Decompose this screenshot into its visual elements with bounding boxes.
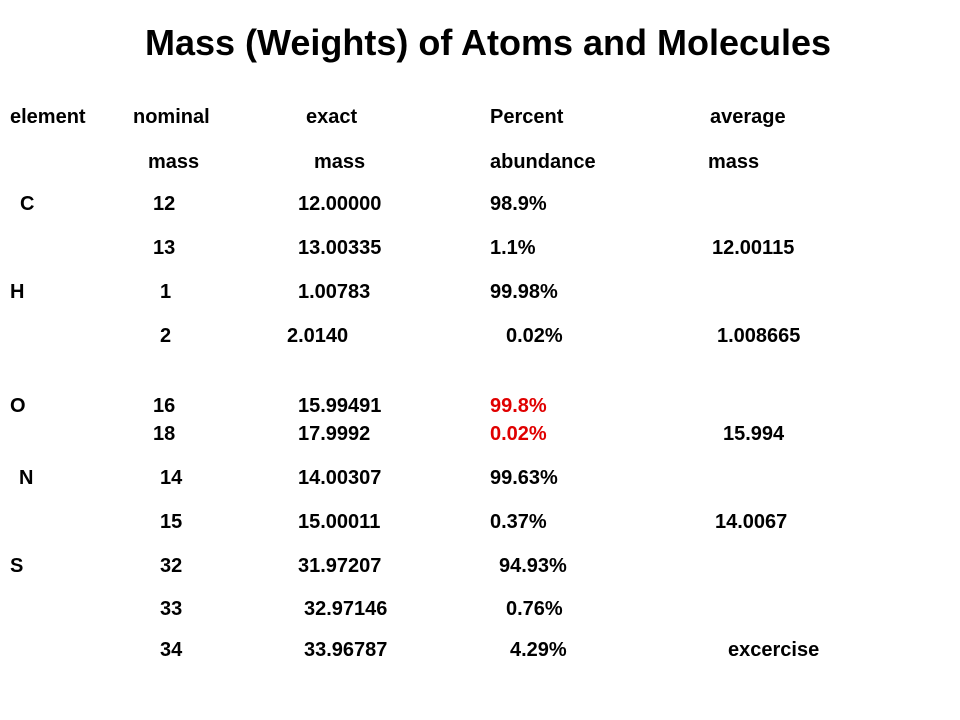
row-nominal: 33 — [160, 598, 183, 620]
row-exact: 15.99491 — [298, 395, 382, 417]
row-element: H — [10, 281, 25, 303]
row-percent: 99.98% — [490, 281, 558, 303]
row-average: excercise — [728, 639, 820, 661]
row-percent: 98.9% — [490, 193, 547, 215]
row-exact: 32.97146 — [304, 598, 388, 620]
row-exact: 2.0140 — [287, 325, 349, 347]
row-nominal: 2 — [160, 325, 172, 347]
row-element: O — [10, 395, 26, 417]
header-average-sub: mass — [708, 151, 760, 173]
row-percent-highlight: 99.8% — [490, 395, 547, 417]
row-percent: 0.02% — [506, 325, 563, 347]
header-exact-sub: mass — [314, 151, 366, 173]
row-average: 15.994 — [723, 423, 785, 445]
row-exact: 17.9992 — [298, 423, 371, 445]
row-element: S — [10, 555, 24, 577]
row-average: 12.00115 — [712, 237, 795, 259]
row-percent: 1.1% — [490, 237, 536, 259]
row-percent: 0.37% — [490, 511, 547, 533]
row-percent: 0.76% — [506, 598, 563, 620]
row-average: 1.008665 — [717, 325, 801, 347]
row-nominal: 1 — [160, 281, 172, 303]
header-nominal: nominal — [133, 106, 210, 128]
row-exact: 13.00335 — [298, 237, 382, 259]
row-exact: 1.00783 — [298, 281, 371, 303]
row-nominal: 18 — [153, 423, 176, 445]
row-nominal: 34 — [160, 639, 183, 661]
row-nominal: 32 — [160, 555, 183, 577]
row-average: 14.0067 — [715, 511, 788, 533]
row-nominal: 15 — [160, 511, 183, 533]
row-element: C — [20, 193, 35, 215]
row-exact: 14.00307 — [298, 467, 382, 489]
header-exact: exact — [306, 106, 358, 128]
row-exact: 15.00011 — [298, 511, 381, 533]
header-nominal-sub: mass — [148, 151, 200, 173]
row-nominal: 13 — [153, 237, 176, 259]
header-average: average — [710, 106, 786, 128]
row-element: N — [19, 467, 34, 489]
row-exact: 31.97207 — [298, 555, 382, 577]
page-title: Mass (Weights) of Atoms and Molecules — [144, 22, 832, 63]
row-nominal: 14 — [160, 467, 183, 489]
row-percent: 94.93% — [499, 555, 567, 577]
row-exact: 12.00000 — [298, 193, 382, 215]
row-nominal: 16 — [153, 395, 176, 417]
row-exact: 33.96787 — [304, 639, 388, 661]
row-percent: 99.63% — [490, 467, 558, 489]
row-nominal: 12 — [153, 193, 176, 215]
header-percent: Percent — [490, 106, 564, 128]
row-percent: 4.29% — [510, 639, 567, 661]
header-percent-sub: abundance — [490, 151, 596, 173]
header-element: element — [10, 106, 86, 128]
row-percent-highlight: 0.02% — [490, 423, 547, 445]
